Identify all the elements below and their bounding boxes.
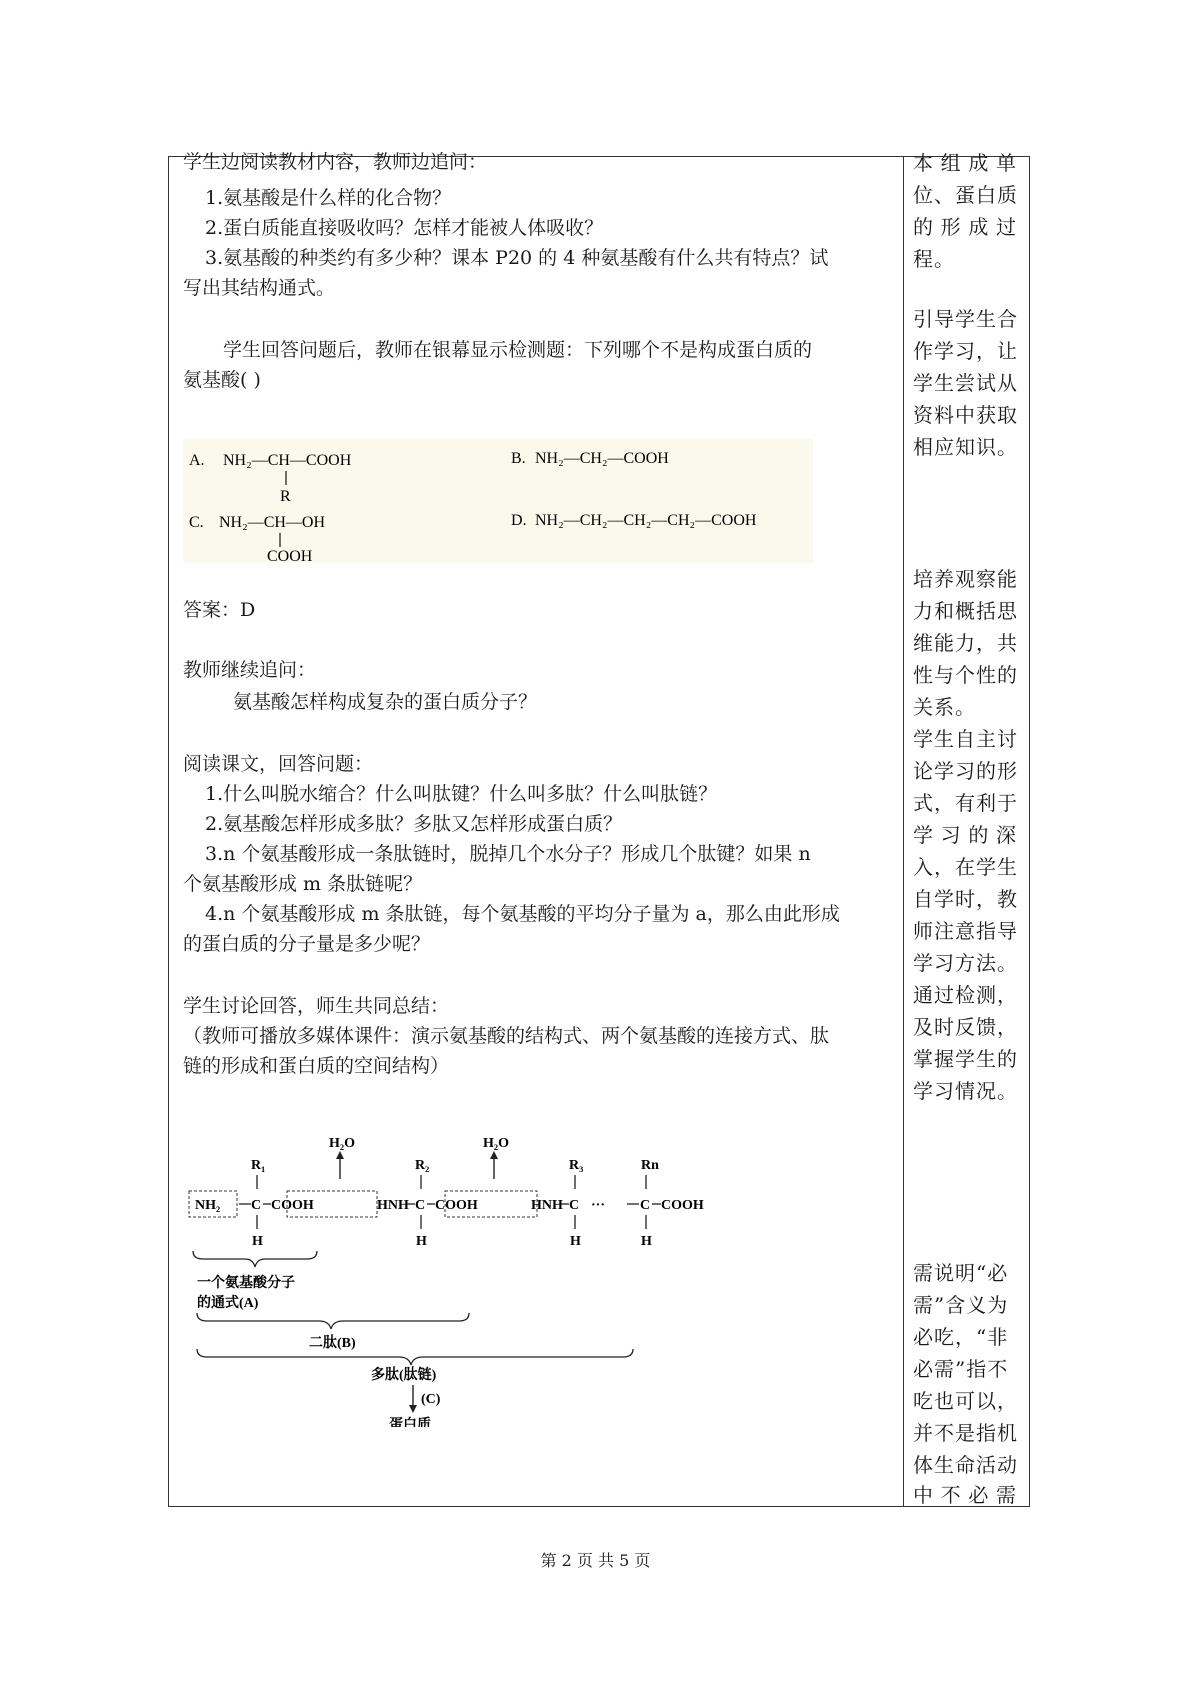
note-feedback-line-2: 及时反馈， bbox=[913, 1015, 1018, 1039]
option-a-formula: NH₂—CH—COOH bbox=[223, 452, 352, 469]
option-a-r: R bbox=[280, 488, 291, 505]
note-essential-line-6: 并不是指机 bbox=[913, 1421, 1018, 1445]
note-observe-line-5: 关系。 bbox=[913, 695, 976, 719]
note-selfstudy-line-3: 式，有利于 bbox=[913, 791, 1018, 815]
cooh-label-1: COOH bbox=[271, 1198, 314, 1213]
h2o-label-2: H₂O bbox=[483, 1136, 509, 1151]
note-essential-line-1: 需说明“必 bbox=[913, 1261, 1009, 1285]
note-essential-line-7: 体生命活动 bbox=[913, 1453, 1018, 1477]
hnh-label-1: HNH bbox=[377, 1198, 409, 1213]
h-label-1: H bbox=[252, 1234, 263, 1249]
polypeptide-label: 多肽(肽链) bbox=[371, 1368, 437, 1383]
note-selfstudy-line-8: 学习方法。 bbox=[913, 951, 1018, 975]
chain-dots: ··· bbox=[591, 1198, 606, 1213]
question-3-cont: 写出其结构通式。 bbox=[183, 277, 336, 299]
reading-question-2: 2.氨基酸怎样形成多肽？多肽又怎样形成蛋白质？ bbox=[205, 813, 623, 835]
option-b-label: B. bbox=[511, 450, 526, 467]
nh2-label: NH₂ bbox=[195, 1198, 221, 1213]
note-cooperate-line-1: 引导学生合 bbox=[913, 307, 1018, 331]
carbon-3: C bbox=[569, 1198, 580, 1213]
reading-question-4: 4.n 个氨基酸形成 m 条肽链，每个氨基酸的平均分子量为 a，那么由此形成 bbox=[205, 903, 840, 925]
note-selfstudy-line-7: 师注意指导 bbox=[913, 919, 1018, 943]
summary-text: 学生讨论回答，师生共同总结： bbox=[183, 995, 450, 1017]
peptide-formation-diagram bbox=[183, 1127, 743, 1427]
option-c-formula: NH₂—CH—OH bbox=[219, 514, 326, 531]
option-d-formula: NH₂—CH₂—CH₂—CH₂—COOH bbox=[535, 512, 757, 529]
lesson-table bbox=[168, 151, 1030, 1507]
note-essential-line-2: 需”含义为 bbox=[913, 1293, 1009, 1317]
note-cooperate-line-5: 相应知识。 bbox=[913, 435, 1018, 459]
reading-question-3-cont: 个氨基酸形成 m 条肽链呢？ bbox=[183, 873, 423, 895]
note-cooperate-line-2: 作学习，让 bbox=[913, 339, 1018, 363]
dipeptide-label: 二肽(B) bbox=[309, 1336, 356, 1351]
note-essential-line-3: 必吃，“非 bbox=[913, 1325, 1009, 1349]
general-formula-label: 一个氨基酸分子 bbox=[197, 1276, 295, 1291]
note-cooperate-line-3: 学生尝试从 bbox=[913, 371, 1018, 395]
reading-question-4-cont: 的蛋白质的分子量是多少呢？ bbox=[183, 933, 431, 955]
h-label-2: H bbox=[416, 1234, 427, 1249]
reading-question-1: 1.什么叫脱水缩合？什么叫肽键？什么叫多肽？什么叫肽链？ bbox=[205, 783, 718, 805]
general-formula-label-2: 的通式(A) bbox=[197, 1296, 259, 1311]
note-structure-line-2: 位、蛋白质 bbox=[913, 183, 1018, 207]
note-selfstudy-line-2: 论学习的形 bbox=[913, 759, 1018, 783]
reading-question-3: 3.n 个氨基酸形成一条肽链时，脱掉几个水分子？形成几个肽键？如果 n bbox=[205, 843, 811, 865]
note-observe-line-2: 力和概括思 bbox=[913, 599, 1018, 623]
follow-question: 氨基酸怎样构成复杂的蛋白质分子？ bbox=[233, 691, 538, 713]
page-number: 第 2 页 共 5 页 bbox=[540, 1551, 651, 1570]
answer-text: 答案：D bbox=[183, 599, 256, 621]
option-d-label: D. bbox=[511, 512, 527, 529]
note-cooperate-line-4: 资料中获取 bbox=[913, 403, 1018, 427]
note-feedback-line-1: 通过检测， bbox=[913, 983, 1018, 1007]
intro-text: 学生边阅读教材内容，教师边追问： bbox=[183, 151, 488, 173]
hnh-label-2: HNH bbox=[531, 1198, 563, 1213]
carbon-1: C bbox=[251, 1198, 262, 1213]
note-selfstudy-line-1: 学生自主讨 bbox=[913, 727, 1018, 751]
note-structure-line-1: 本 组 成 单 bbox=[913, 151, 1017, 175]
note-selfstudy-line-6: 自学时，教 bbox=[913, 887, 1018, 911]
carbon-n: C bbox=[640, 1198, 651, 1213]
note-essential-line-4: 必需”指不 bbox=[913, 1357, 1009, 1381]
reading-intro: 阅读课文，回答问题： bbox=[183, 753, 374, 775]
h-label-3: H bbox=[570, 1234, 581, 1249]
h-label-n: H bbox=[641, 1234, 652, 1249]
check-question-cont: 氨基酸( ) bbox=[183, 369, 261, 391]
note-feedback-line-4: 学习情况。 bbox=[913, 1079, 1018, 1103]
h2o-label-1: H₂O bbox=[329, 1136, 355, 1151]
protein-label: 蛋白质 bbox=[389, 1418, 431, 1427]
question-1: 1.氨基酸是什么样的化合物？ bbox=[205, 187, 452, 209]
option-a-label: A. bbox=[189, 452, 205, 469]
rn-label: Rn bbox=[641, 1158, 659, 1173]
question-2: 2.蛋白质能直接吸收吗？怎样才能被人体吸收？ bbox=[205, 217, 604, 239]
check-question: 学生回答问题后，教师在银幕显示检测题：下列哪个不是构成蛋白质的 bbox=[223, 339, 813, 361]
media-note: （教师可播放多媒体课件：演示氨基酸的结构式、两个氨基酸的连接方式、肽 bbox=[183, 1025, 830, 1047]
cooh-label-2: COOH bbox=[435, 1198, 478, 1213]
note-selfstudy-line-4: 学 习 的 深 bbox=[913, 823, 1017, 847]
question-3: 3.氨基酸的种类约有多少种？课本 P20 的 4 种氨基酸有什么共有特点？试 bbox=[205, 247, 829, 269]
carbon-2: C bbox=[415, 1198, 426, 1213]
note-observe-line-4: 性与个性的 bbox=[913, 663, 1018, 687]
media-note-cont: 链的形成和蛋白质的空间结构） bbox=[183, 1055, 450, 1077]
option-c-cooh: COOH bbox=[267, 548, 313, 563]
option-c-label: C. bbox=[189, 514, 204, 531]
r2-label: R₂ bbox=[415, 1158, 430, 1173]
note-essential-line-8: 中 不 必 需 bbox=[913, 1483, 1017, 1507]
note-selfstudy-line-5: 入，在学生 bbox=[913, 855, 1018, 879]
note-observe-line-1: 培养观察能 bbox=[913, 567, 1018, 591]
note-essential-line-5: 吃也可以， bbox=[913, 1389, 1018, 1413]
note-feedback-line-3: 掌握学生的 bbox=[913, 1047, 1018, 1071]
r1-label: R₁ bbox=[251, 1158, 266, 1173]
follow-intro: 教师继续追问： bbox=[183, 659, 317, 681]
step-c-label: (C) bbox=[421, 1392, 441, 1407]
cooh-label-n: COOH bbox=[661, 1198, 704, 1213]
r3-label: R₃ bbox=[569, 1158, 584, 1173]
column-divider bbox=[903, 157, 904, 1506]
note-structure-line-4: 程。 bbox=[913, 247, 955, 271]
note-observe-line-3: 维能力，共 bbox=[913, 631, 1018, 655]
option-b-formula: NH₂—CH₂—COOH bbox=[535, 450, 669, 467]
note-structure-line-3: 的 形 成 过 bbox=[913, 215, 1017, 239]
option-formulas-image bbox=[183, 439, 813, 563]
